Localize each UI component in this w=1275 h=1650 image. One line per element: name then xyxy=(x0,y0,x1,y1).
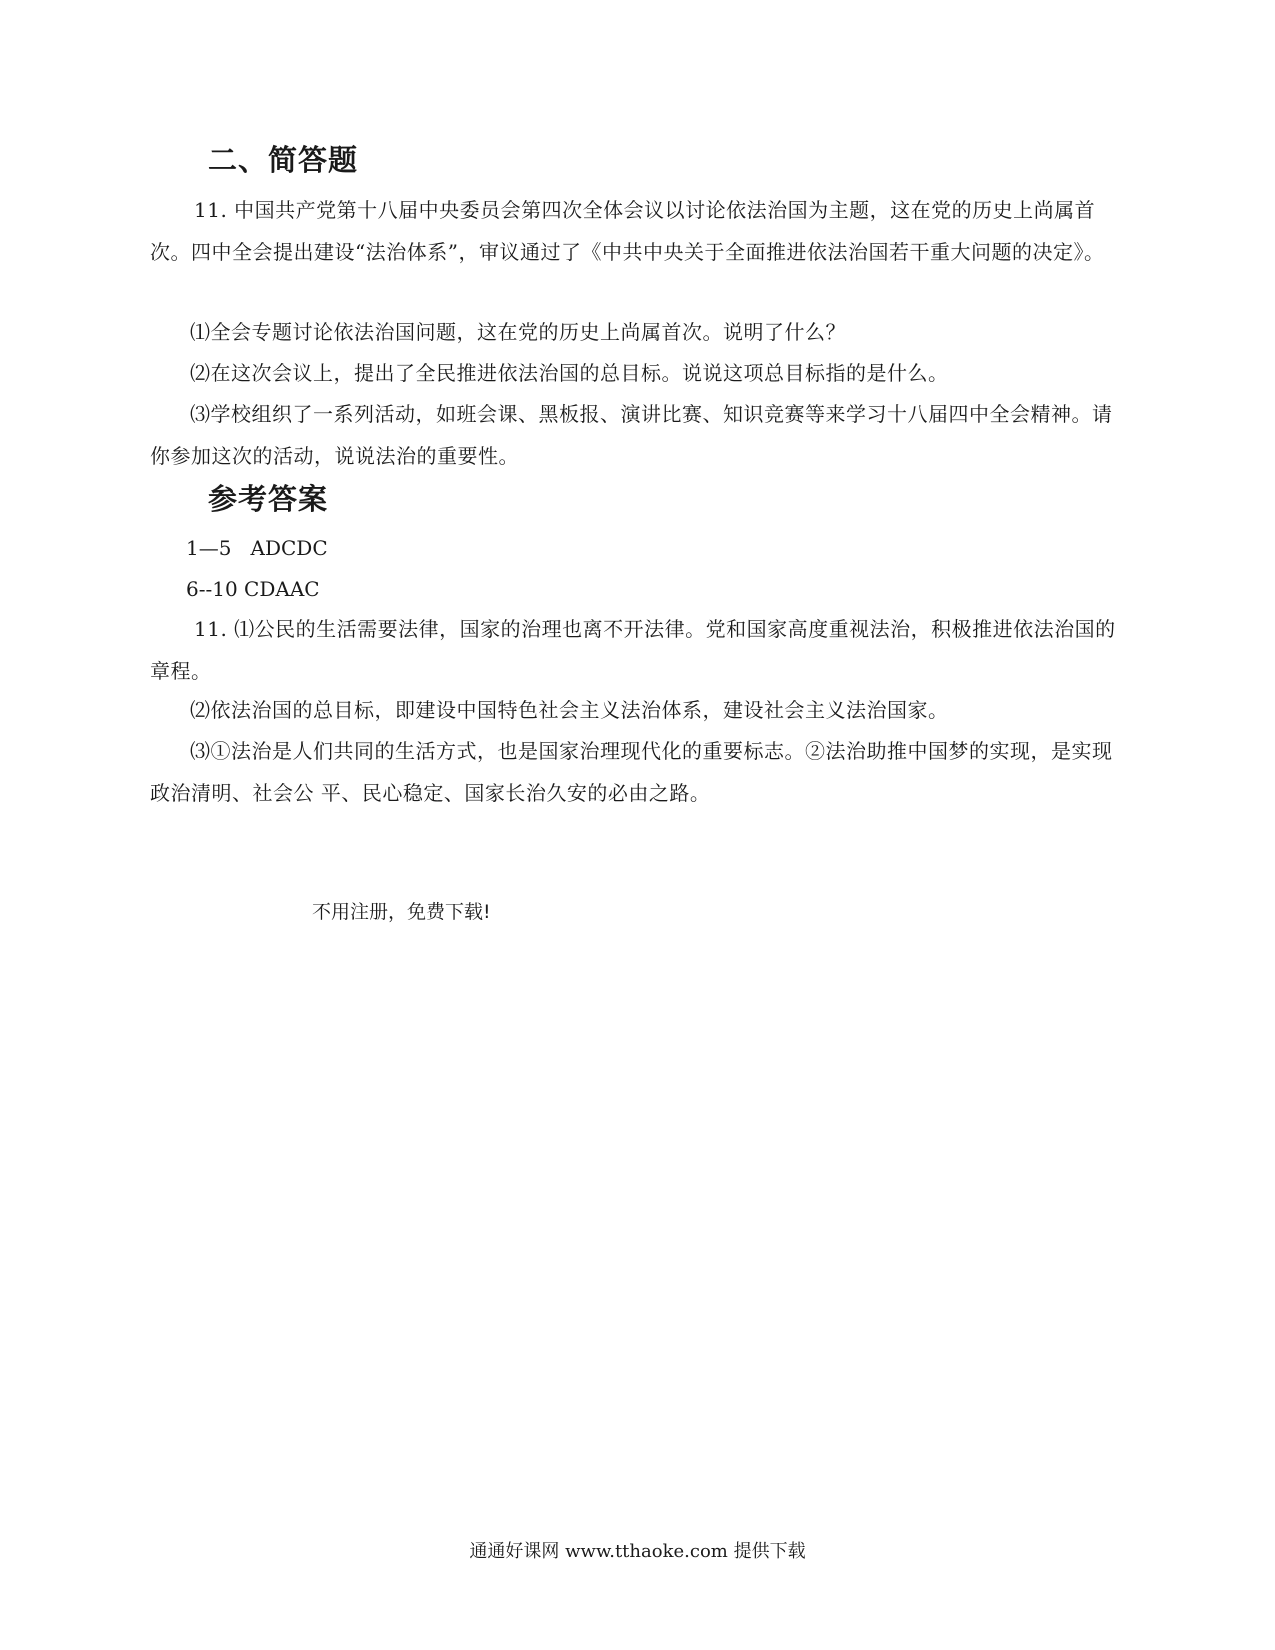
answer-11-part-1: 11. ⑴公民的生活需要法律，国家的治理也离不开法律。党和国家高度重视法治，积极推进依法治国的章程。 xyxy=(150,617,1116,683)
answer-mc-1-5: 1—5 ADCDC xyxy=(186,536,328,560)
answer-11-part-2: ⑵依法治国的总目标，即建设中国特色社会主义法治体系，建设社会主义法治国家。 xyxy=(190,698,949,722)
answer-mc-6-10: 6--10 CDAAC xyxy=(186,577,320,601)
question-sub-3: ⑶学校组织了一系列活动，如班会课、黑板报、演讲比赛、知识竞赛等来学习十八届四中全会精神。请你参加这次的活动，说说法治的重要性。 xyxy=(150,402,1113,468)
question-sub-1: ⑴全会专题讨论依法治国问题，这在党的历史上尚属首次。说明了什么？ xyxy=(190,320,846,344)
answer-11-part-3: ⑶①法治是人们共同的生活方式，也是国家治理现代化的重要标志。②法治助推中国梦的实现，是实现政治清明、社会公 平、民心稳定、国家长治久安的必由之路。 xyxy=(150,739,1113,805)
download-notice: 不用注册，免费下载! xyxy=(312,901,491,923)
answers-title: 参考答案 xyxy=(208,482,329,516)
section-title: 二、简答题 xyxy=(208,143,359,177)
question-stem: 11. 中国共产党第十八届中央委员会第四次全体会议以讨论依法治国为主题，这在党的历史上尚属首次。四中全会提出建设“法治体系”，审议通过了《中共中央关于全面推进依法治国若干重大问题的决定》。 xyxy=(150,198,1105,264)
question-sub-2: ⑵在这次会议上，提出了全民推进依法治国的总目标。说说这项总目标指的是什么。 xyxy=(190,361,949,385)
page-footer: 通通好课网 www.tthaoke.com 提供下载 xyxy=(469,1541,806,1562)
